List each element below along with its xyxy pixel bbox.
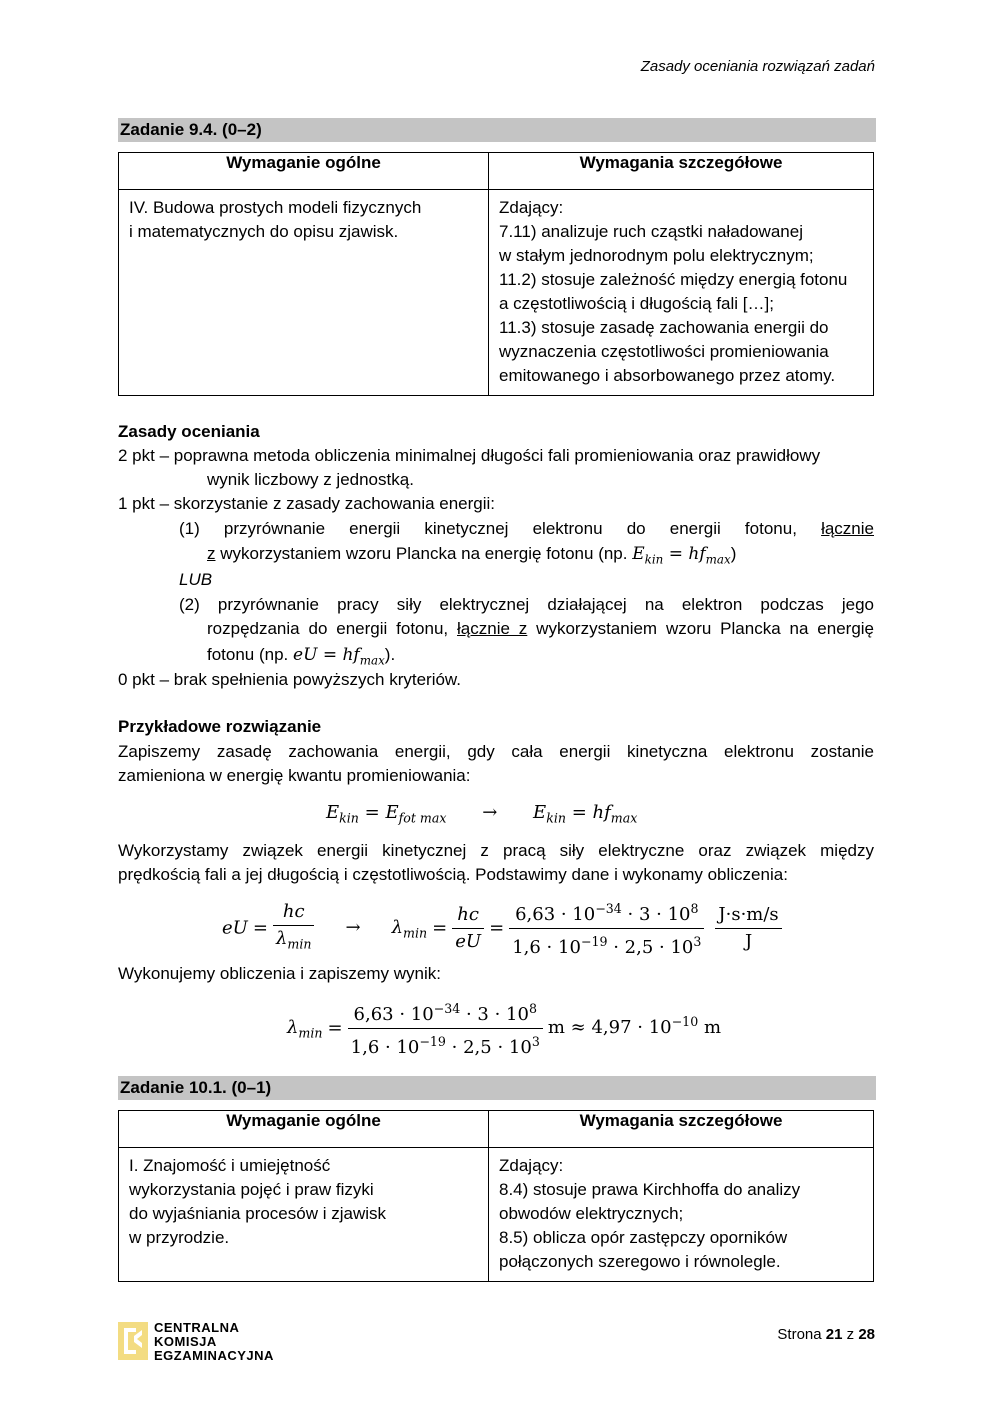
page-number: Strona 21 z 28 [777, 1326, 875, 1343]
cke-logo-icon [118, 1322, 148, 1360]
equation-lambda: eU = $\frac{hc}{\lambda_{min}}$ → $\lambda_{min}$ = $\frac{hc}{eU}$ = $\frac{6,63 \cdot 10^{-34} \cdot 3 \cdot 10^8}{1,6 \cdot 10^{-19} \cdot 2,5 \cdot 10^3}$ $\frac{J\cdot s\cdot m/s}{J}$ [222, 896, 782, 961]
task-title: Zadanie 9.4. (0–2) [118, 118, 876, 142]
logo-text: CENTRALNA KOMISJA EGZAMINACYJNA [154, 1320, 274, 1363]
example-paragraph-2-cont: prędkością fali a jej długością i częstotliwością. Podstawimy dane i wykonamy obliczenia: [118, 865, 788, 884]
score-2pt-cont: wynik liczbowy z jednostką. [207, 470, 414, 489]
general-requirement: I. Znajomość i umiejętność wykorzystania pojęć i praw fizyki do wyjaśniania procesów i zjawisk w przyrodzie. [119, 1148, 489, 1282]
formula-eu: eU = $hf_{max}$ [293, 645, 385, 668]
header-detail: Wymagania szczegółowe [489, 1111, 874, 1148]
equation-energy: $E_{kin} = E_{fot max} \to E_{kin} = hf_{max}$ [326, 802, 638, 826]
or-label: LUB [179, 570, 213, 589]
option-2-cont: rozpędzania do energii fotonu, łącznie z wykorzystaniem wzoru Plancka na energię [207, 619, 875, 638]
page-header: Zasady oceniania rozwiązań zadań [640, 58, 875, 75]
task-title: Zadanie 10.1. (0–1) [118, 1076, 876, 1100]
header-general: Wymaganie ogólne [119, 1111, 489, 1148]
example-paragraph-2: Wykorzystamy związek energii kinetycznej z pracą siły elektryczne oraz związek między [118, 841, 874, 860]
requirements-table [118, 152, 874, 396]
formula-ekin: $E_{kin} = hf_{max}$ [632, 544, 731, 567]
option-1: (1) przyrównanie energii kinetycznej elektronu do energii fotonu, łącznie [179, 519, 874, 538]
example-paragraph-1-cont: zamieniona w energię kwantu promieniowania: [118, 766, 471, 785]
equation-result: $\lambda_{min}$ = $\frac{6,63 \cdot 10^{-34} \cdot 3 \cdot 10^8}{1,6 \cdot 10^{-19} \cdot 2,5 \cdot 10^3}$ $m \approx 4,97 \cdot 10^{-10}$ m [287, 996, 721, 1061]
example-paragraph-3: Wykonujemy obliczenia i zapiszemy wynik: [118, 964, 441, 983]
example-paragraph-1: Zapiszemy zasadę zachowania energii, gdy cała energii kinetyczna elektronu zostanie [118, 742, 874, 761]
scoring-title: Zasady oceniania [118, 422, 260, 441]
header-detail: Wymagania szczegółowe [489, 153, 874, 190]
option-1-cont: z wykorzystaniem wzoru Plancka na energię fotonu (np. $E_{kin} = hf_{max}$) [207, 544, 737, 567]
score-2pt: 2 pkt – poprawna metoda obliczenia minimalnej długości fali promieniowania oraz prawidłowy [118, 446, 821, 465]
option-2-cont2: fotonu (np. eU = $hf_{max}$). [207, 645, 396, 668]
score-1pt: 1 pkt – skorzystanie z zasady zachowania energii: [118, 494, 496, 513]
option-2: (2) przyrównanie pracy siły elektrycznej działającej na elektron podczas jego [179, 595, 874, 614]
general-requirement: IV. Budowa prostych modeli fizycznych i matematycznych do opisu zjawisk. [119, 190, 489, 396]
detail-requirements: Zdający: 8.4) stosuje prawa Kirchhoffa do analizy obwodów elektrycznych; 8.5) oblicza opór zastępczy oporników połączonych szeregowo i równolegle. [489, 1148, 874, 1282]
example-title: Przykładowe rozwiązanie [118, 717, 322, 736]
detail-requirements: Zdający: 7.11) analizuje ruch cząstki naładowanej w stałym jednorodnym polu elektrycznym; 11.2) stosuje zależność między energią fotonu a częstotliwością i długością fali […]; 11.3) stosuje zasadę zachowania energii do wyznaczenia częstotliwości promieniowania emitowanego i absorbowanego przez atomy. [489, 190, 874, 396]
score-0pt: 0 pkt – brak spełnienia powyższych kryteriów. [118, 670, 461, 689]
header-general: Wymaganie ogólne [119, 153, 489, 190]
requirements-table [118, 1110, 874, 1282]
